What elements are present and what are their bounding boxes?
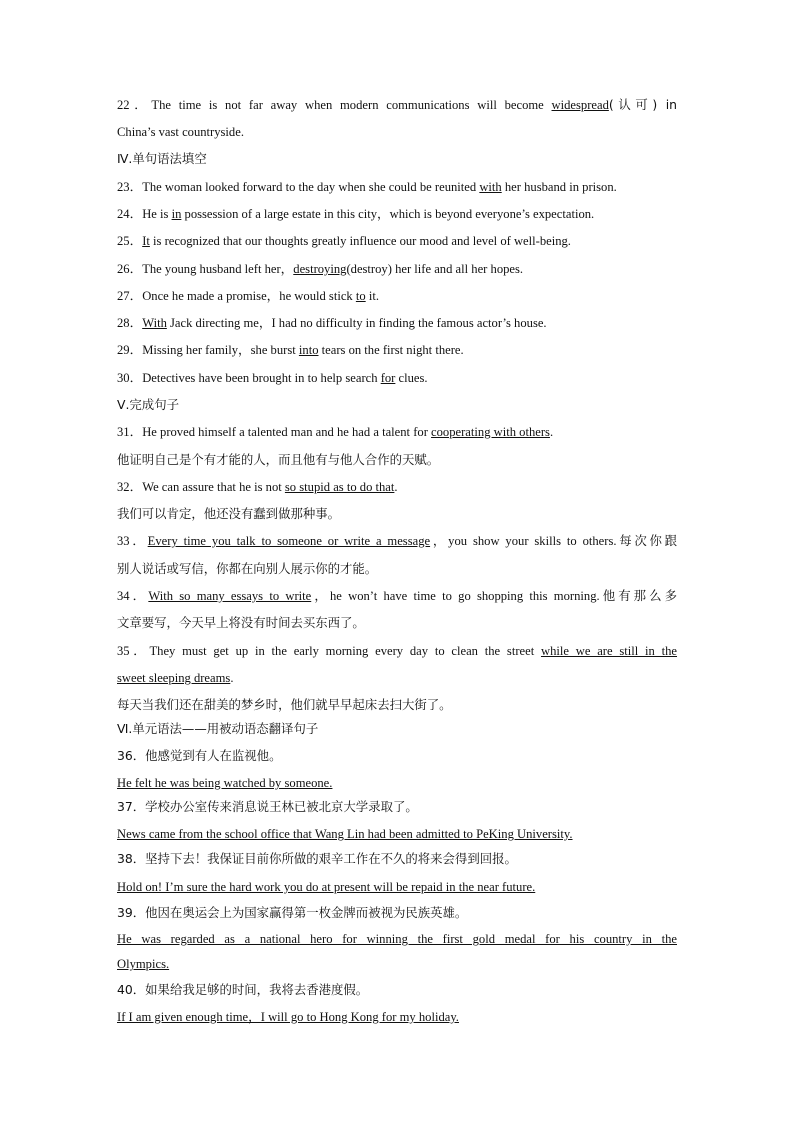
item-39-answer-line-1: He was regarded as a national hero for winning the first gold medal for his country in the <box>117 932 677 946</box>
item-25: 25．It is recognized that our thoughts greatly influence our mood and level of well-being. <box>117 234 571 248</box>
item-33-translation: 别人说话或写信，你都在向别人展示你的才能。 <box>117 561 378 576</box>
section-heading-vi: Ⅵ.单元语法——用被动语态翻译句子 <box>117 721 319 736</box>
item-32: 32．We can assure that he is not so stupid as to do that. <box>117 480 398 494</box>
item-37-answer: News came from the school office that Wang Lin had been admitted to PeKing University. <box>117 827 573 841</box>
item-35-line-1: 35．They must get up in the early morning every day to clean the street while we are still in the <box>117 644 678 658</box>
item-32-translation: 我们可以肯定，他还没有蠢到做那种事。 <box>117 506 341 521</box>
item-29: 29．Missing her family，she burst into tears on the first night there. <box>117 343 464 357</box>
section-heading-v: Ⅴ.完成句子 <box>117 397 179 412</box>
item-31: 31．He proved himself a talented man and he had a talent for cooperating with others. <box>117 425 554 439</box>
item-35-line-2: sweet sleeping dreams. <box>117 671 234 685</box>
item-31-translation: 他证明自己是个有才能的人，而且他有与他人合作的天赋。 <box>117 452 440 467</box>
item-39-answer-line-2: Olympics. <box>117 957 170 971</box>
item-33: 33．Every time you talk to someone or write a message，you show your skills to others.每次你跟 <box>117 533 678 548</box>
item-40-answer: If I am given enough time，I will go to Hong Kong for my holiday. <box>117 1010 459 1024</box>
item-27: 27．Once he made a promise，he would stick to it. <box>117 289 379 303</box>
item-23: 23．The woman looked forward to the day when she could be reunited with her husband in prison. <box>117 180 617 194</box>
section-heading-iv: Ⅳ.单句语法填空 <box>117 151 207 166</box>
item-38-prompt: 38．坚持下去！我保证目前你所做的艰辛工作在不久的将来会得到回报。 <box>117 851 517 866</box>
item-39-prompt: 39．他因在奥运会上为国家赢得第一枚金牌而被视为民族英雄。 <box>117 905 468 920</box>
item-36-answer: He felt he was being watched by someone. <box>117 776 333 790</box>
item-28: 28．With Jack directing me，I had no difficulty in finding the famous actor’s house. <box>117 316 547 330</box>
item-30: 30．Detectives have been brought in to help search for clues. <box>117 371 428 385</box>
item-37-prompt: 37．学校办公室传来消息说王林已被北京大学录取了。 <box>117 799 418 814</box>
item-24: 24．He is in possession of a large estate in this city，which is beyond everyone’s expectation. <box>117 207 595 221</box>
item-22-line-2: China’s vast countryside. <box>117 125 244 139</box>
item-34: 34．With so many essays to write，he won’t have time to go shopping this morning.他有那么多 <box>117 588 678 603</box>
item-35-translation: 每天当我们还在甜美的梦乡时，他们就早早起床去扫大街了。 <box>117 697 452 712</box>
item-22-line-1: 22．The time is not far away when modern communications will become widespread(认可) in <box>117 97 677 112</box>
item-34-translation: 文章要写，今天早上将没有时间去买东西了。 <box>117 615 365 630</box>
item-40-prompt: 40．如果给我足够的时间，我将去香港度假。 <box>117 982 369 997</box>
item-38-answer: Hold on! I’m sure the hard work you do at present will be repaid in the near future. <box>117 880 536 894</box>
item-26: 26．The young husband left her，destroying(destroy) her life and all her hopes. <box>117 262 524 276</box>
item-36-prompt: 36．他感觉到有人在监视他。 <box>117 748 282 763</box>
